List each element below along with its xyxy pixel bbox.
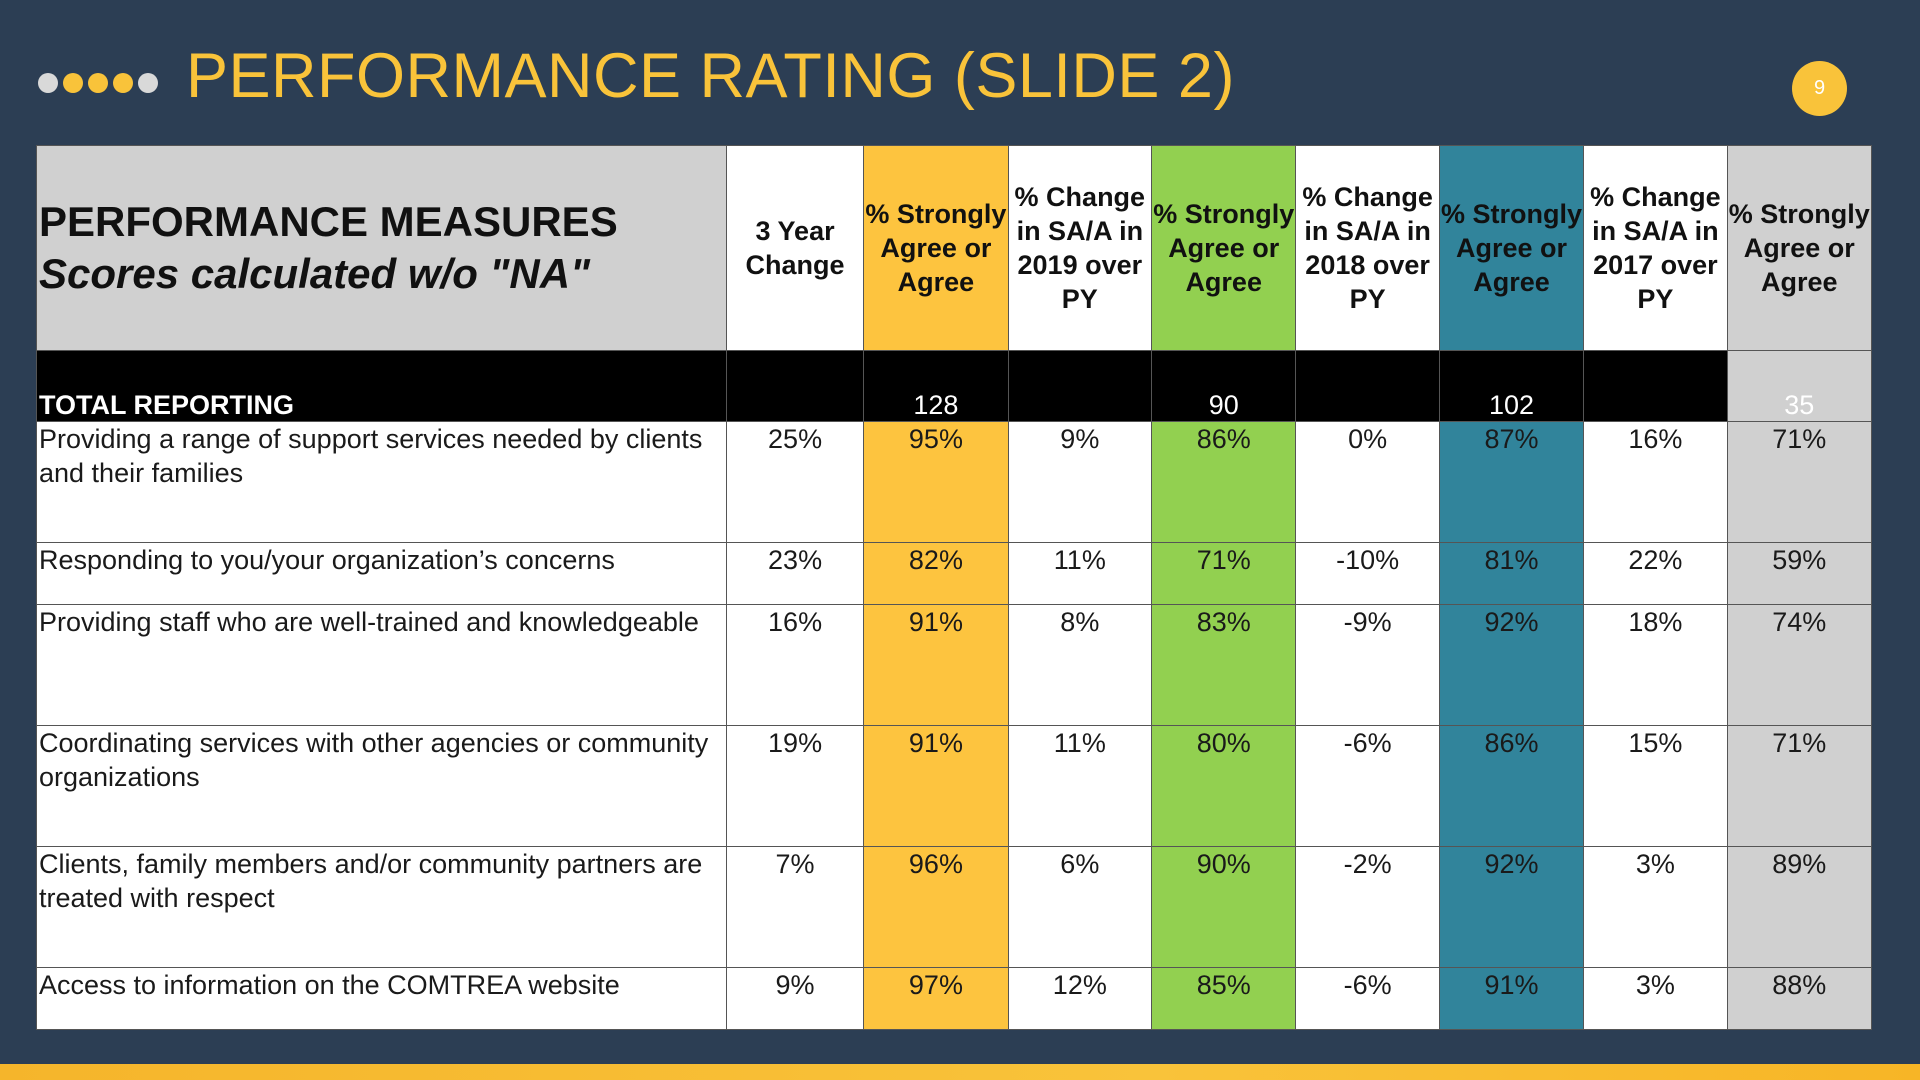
value-cell: 87% xyxy=(1439,422,1583,543)
value-cell: 82% xyxy=(864,543,1008,605)
value-cell: 91% xyxy=(1439,968,1583,1030)
total-reporting-label: TOTAL REPORTING xyxy=(37,351,727,422)
table-row xyxy=(37,422,1872,543)
performance-measures-table xyxy=(36,145,1872,1030)
table-row xyxy=(37,968,1872,1030)
value-cell: 74% xyxy=(1727,605,1871,726)
value-cell: 9% xyxy=(1008,422,1151,543)
value-cell: 0% xyxy=(1296,422,1439,543)
measure-label: Coordinating services with other agencies or community organizations xyxy=(37,726,727,847)
value-cell: 92% xyxy=(1439,605,1583,726)
total-cell xyxy=(1584,351,1727,422)
value-cell: 8% xyxy=(1008,605,1151,726)
progress-dot xyxy=(113,73,133,93)
value-cell: 71% xyxy=(1727,422,1871,543)
value-cell: 23% xyxy=(726,543,863,605)
measures-header-subtitle: Scores calculated w/o "NA" xyxy=(39,250,591,297)
value-cell: 15% xyxy=(1584,726,1727,847)
total-cell: 35 xyxy=(1727,351,1871,422)
value-cell: 19% xyxy=(726,726,863,847)
progress-dot xyxy=(63,73,83,93)
measure-label: Responding to you/your organization’s concerns xyxy=(37,543,727,605)
value-cell: -9% xyxy=(1296,605,1439,726)
value-cell: 25% xyxy=(726,422,863,543)
bottom-accent-bar xyxy=(0,1064,1920,1080)
measure-label: Access to information on the COMTREA website xyxy=(37,968,727,1030)
total-cell: 90 xyxy=(1152,351,1296,422)
value-cell: 16% xyxy=(1584,422,1727,543)
value-cell: 11% xyxy=(1008,726,1151,847)
progress-dot xyxy=(138,73,158,93)
value-cell: 6% xyxy=(1008,847,1151,968)
column-header: % Strongly Agree or Agree xyxy=(864,146,1008,351)
value-cell: 91% xyxy=(864,605,1008,726)
value-cell: 85% xyxy=(1152,968,1296,1030)
value-cell: 80% xyxy=(1152,726,1296,847)
total-cell xyxy=(1296,351,1439,422)
total-cell: 128 xyxy=(864,351,1008,422)
value-cell: 91% xyxy=(864,726,1008,847)
total-cell xyxy=(726,351,863,422)
progress-dot xyxy=(38,73,58,93)
value-cell: 71% xyxy=(1152,543,1296,605)
value-cell: 12% xyxy=(1008,968,1151,1030)
measure-label: Providing a range of support services needed by clients and their families xyxy=(37,422,727,543)
value-cell: -6% xyxy=(1296,968,1439,1030)
measures-header-title: PERFORMANCE MEASURES xyxy=(39,198,618,245)
progress-dot xyxy=(88,73,108,93)
value-cell: 89% xyxy=(1727,847,1871,968)
table-header-row xyxy=(37,146,1872,351)
table-row xyxy=(37,605,1872,726)
column-header: % Strongly Agree or Agree xyxy=(1439,146,1583,351)
value-cell: 16% xyxy=(726,605,863,726)
measure-label: Providing staff who are well-trained and knowledgeable xyxy=(37,605,727,726)
value-cell: 95% xyxy=(864,422,1008,543)
slide-title: PERFORMANCE RATING (SLIDE 2) xyxy=(186,41,1235,111)
value-cell: 3% xyxy=(1584,968,1727,1030)
value-cell: -2% xyxy=(1296,847,1439,968)
measure-label: Clients, family members and/or community partners are treated with respect xyxy=(37,847,727,968)
page-number-badge: 9 xyxy=(1792,61,1847,116)
value-cell: 22% xyxy=(1584,543,1727,605)
value-cell: 18% xyxy=(1584,605,1727,726)
value-cell: 71% xyxy=(1727,726,1871,847)
value-cell: 3% xyxy=(1584,847,1727,968)
value-cell: 83% xyxy=(1152,605,1296,726)
column-header: % Strongly Agree or Agree xyxy=(1152,146,1296,351)
value-cell: 90% xyxy=(1152,847,1296,968)
table-row xyxy=(37,847,1872,968)
measures-header xyxy=(37,146,727,351)
column-header: % Change in SA/A in 2018 over PY xyxy=(1296,146,1439,351)
table-row xyxy=(37,543,1872,605)
value-cell: -10% xyxy=(1296,543,1439,605)
value-cell: 9% xyxy=(726,968,863,1030)
progress-dots xyxy=(38,73,158,93)
value-cell: 11% xyxy=(1008,543,1151,605)
value-cell: 7% xyxy=(726,847,863,968)
total-cell: 102 xyxy=(1439,351,1583,422)
value-cell: 88% xyxy=(1727,968,1871,1030)
value-cell: 81% xyxy=(1439,543,1583,605)
column-header: % Change in SA/A in 2017 over PY xyxy=(1584,146,1727,351)
total-reporting-row xyxy=(37,351,1872,422)
value-cell: 86% xyxy=(1439,726,1583,847)
value-cell: 96% xyxy=(864,847,1008,968)
value-cell: 92% xyxy=(1439,847,1583,968)
value-cell: 97% xyxy=(864,968,1008,1030)
total-cell xyxy=(1008,351,1151,422)
value-cell: 59% xyxy=(1727,543,1871,605)
column-header: 3 Year Change xyxy=(726,146,863,351)
column-header: % Change in SA/A in 2019 over PY xyxy=(1008,146,1151,351)
table-row xyxy=(37,726,1872,847)
column-header: % Strongly Agree or Agree xyxy=(1727,146,1871,351)
value-cell: 86% xyxy=(1152,422,1296,543)
value-cell: -6% xyxy=(1296,726,1439,847)
